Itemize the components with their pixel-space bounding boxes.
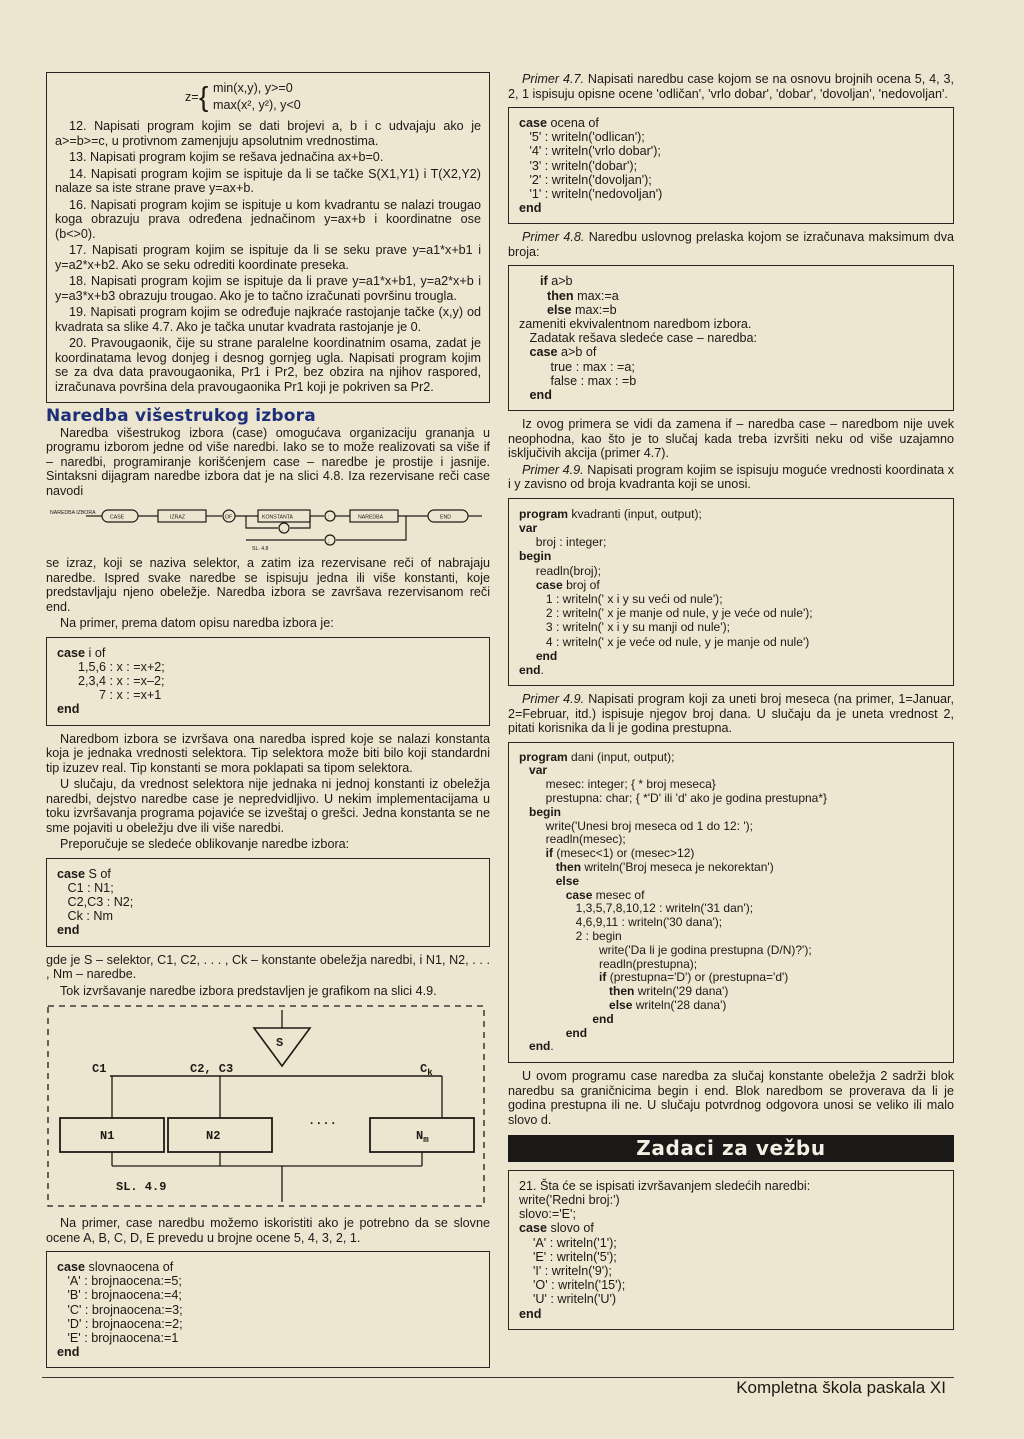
code-line: var	[529, 763, 548, 778]
code-line: end	[57, 923, 80, 938]
code-line: true : max : =a;	[519, 359, 635, 374]
code-line: '3' : writeln('dobar');	[519, 158, 638, 173]
exercises-banner: Zadaci za vežbu	[508, 1135, 954, 1162]
code-task21	[519, 1193, 943, 1321]
code-line: 'D' : brojnaocena:=2;	[57, 1316, 183, 1331]
example-49b-label: Primer 4.9.	[522, 692, 585, 707]
syntax-comma: ,	[282, 526, 284, 533]
selector-paragraph: se izraz, koji se naziva selektor, a zatim iza rezervisane reči of nabrajaju naredbe. Ispred svake naredbe se ispisuju jedna ili više konstanti, koje predstavljaju njeno obeležje. Naredba izbora se završava rezervisanom reči end.	[46, 556, 490, 614]
code-line: prestupna: char; { *'D' ili 'd' ako je godina prestupna*}	[519, 791, 828, 806]
code-line: if (mesec<1) or (mesec>12)	[545, 846, 695, 861]
task-item: 12. Napisati program kojim se dati brojevi a, b i c udvajaju ako je a>=b>=c, u protivnom zamenjuju apsolutnim vrednostima.	[55, 119, 481, 148]
task-item: 20. Pravougaonik, čije su strane paralelne koordinatnim osama, zadat je koordinatama levog donjeg i desnog gornjeg ugla. Napisati program kojim se za dva data pravougaonika, Pr1 i Pr2, bez obzira na njihov raspored, izračunava površina dela pravougaonika Pr1 koji je pokriven sa Pr2.	[55, 336, 481, 394]
code-line: end	[57, 1345, 80, 1360]
code-line: case slovo of	[519, 1221, 594, 1236]
code-line: 1 : writeln(' x i y su veći od nule');	[519, 591, 723, 606]
code-line: 'B' : brojnaocena:=4;	[57, 1288, 182, 1303]
code-line: end	[57, 702, 80, 717]
example-49b-text: Napisati program koji za uneti broj meseca (na primer, 1=Januar, 2=Februar, itd.) ispisuje njegov broj dana. U slučaju da je uneta vrednost 2, pitati korisnika da li je godina prestupna.	[508, 692, 954, 736]
example-49a	[508, 463, 954, 492]
syntax-end: END	[440, 514, 451, 521]
code-line: if a>b	[540, 274, 573, 289]
section-heading: Naredba višestrukog izbora	[46, 406, 316, 426]
code-line: then max:=a	[547, 288, 619, 303]
formula-brace: {	[199, 81, 209, 112]
code-line: write('Da li je godina prestupna (D/N)?');	[519, 942, 812, 957]
letter-grades-paragraph: Na primer, case naredbu možemo iskoristiti ako je potrebno da se slovne ocene A, B, C, D, E prevedu u brojne ocene 5, 4, 3, 2, 1.	[46, 1216, 490, 1245]
code-line: case S of	[57, 866, 111, 881]
code-line: program dani (input, output);	[519, 749, 675, 764]
code-line: 2 : writeln(' x je manje od nule, y je veće od nule');	[519, 606, 813, 621]
code-line: else max:=b	[547, 302, 617, 317]
code-line: C1 : N1;	[57, 880, 114, 895]
code-line: end.	[519, 662, 544, 677]
code-line: then writeln('Broj meseca je nekorektan')	[555, 860, 774, 875]
where-paragraph: gde je S – selektor, C1, C2, . . . , Ck – konstante obeležja naredbi, i N1, N2, . . . , Nm – naredbe.	[46, 952, 490, 982]
flow-c2c3: C2, C3	[190, 1062, 234, 1077]
code-line: '2' : writeln('dovoljan');	[519, 172, 652, 187]
code-line: 1,5,6 : x : =x+2;	[57, 659, 165, 674]
left-column	[46, 72, 490, 1374]
code-line: end	[565, 1025, 588, 1040]
code-line: '5' : writeln('odlican');	[519, 130, 645, 145]
task-21-intro: 21. Šta će se ispisati izvršavanjem sledećih naredbi:	[519, 1178, 811, 1193]
code-line: C2,C3 : N2;	[57, 894, 134, 909]
code-line: write('Redni broj:')	[519, 1192, 620, 1207]
code-max-note-1: zameniti ekvivalentnom naredbom izbora.	[519, 317, 752, 332]
code-line: else	[555, 873, 580, 888]
code-line: begin	[519, 549, 552, 564]
code-line: '1' : writeln('nedovoljan')	[519, 187, 663, 202]
syntax-of: OF	[225, 514, 233, 521]
flow-intro: Tok izvršavanje naredbe izbora predstavljen je grafikom na slici 4.9.	[60, 983, 437, 998]
code-line: readln(mesec);	[519, 832, 626, 847]
code-box-task21	[508, 1170, 954, 1330]
recommend-paragraph: Preporučuje se sledeće oblikovanje naredbe izbora:	[60, 837, 350, 852]
code-ocena	[519, 116, 943, 215]
code-line: 'E' : writeln('5');	[519, 1249, 617, 1264]
code-line: then writeln('29 dana')	[609, 984, 729, 999]
example-49b	[508, 692, 954, 736]
flow-caption: SL. 4.9	[116, 1180, 167, 1195]
after-48-paragraph: Iz ovog primera se vidi da zamena if – naredba case – naredbom nije uvek neophodna, kao što je to slučaj kada treba izvršiti neku od više uzajamno isključivih akcija (primer 4.7).	[508, 417, 954, 461]
syntax-izraz: IZRAZ	[170, 514, 185, 521]
code-line: 'A' : brojnaocena:=5;	[57, 1274, 182, 1289]
code-box-dani	[508, 742, 954, 1064]
flow-n2: N2	[206, 1129, 221, 1144]
footer-text: Kompletna škola paskala XI	[736, 1378, 946, 1397]
code-line: end	[519, 1306, 542, 1321]
code-line: end	[535, 648, 558, 663]
code-line: '4' : writeln('vrlo dobar');	[519, 144, 661, 159]
execution-paragraph: Naredbom izbora se izvršava ona naredba ispred koje se nalazi konstanta koja je jednaka vrednosti selektora. Tip selektora može biti bilo koji standardni tip izuzev real. Tip konstanti se mora poklapati sa tipom selektora.	[46, 731, 490, 775]
syntax-start-label: NAREDBA IZBORA	[50, 510, 96, 516]
example-47-text: Napisati naredbu case kojom se na osnovu brojnih ocena 5, 4, 3, 2, 1 ispisuju opisne ocene 'odličan', 'vrlo dobar', 'dobar', 'dovoljan', 'nedovoljan'.	[508, 72, 954, 101]
task-item: 17. Napisati program kojim se ispituje da li se seku prave y=a1*x+b1 i y=a2*x+b2. Ako se seku odrediti koordinate preseka.	[55, 243, 481, 272]
example-49a-text: Napisati program kojim se ispisuju moguće vrednosti koordinata x i y zavisno od broja kvadranta koji se unosi.	[508, 462, 955, 492]
formula-line-1: min(x,y), y>=0	[213, 81, 293, 95]
code-line: 'A' : writeln('1');	[519, 1235, 617, 1250]
code-line: var	[519, 520, 538, 535]
code-line: case slovnaocena of	[57, 1260, 174, 1275]
flow-dots: ....	[308, 1114, 337, 1129]
syntax-case: CASE	[110, 514, 125, 521]
flowchart	[46, 1002, 490, 1212]
task-list	[55, 119, 481, 394]
code-line: case ocena of	[519, 116, 599, 130]
code-line: 'E' : brojnaocena:=1	[57, 1331, 179, 1346]
syntax-semicolon: ;	[328, 538, 330, 545]
code-line: 2 : begin	[519, 929, 622, 944]
code-line: write('Unesi broj meseca od 1 do 12: ');	[519, 818, 754, 833]
code-box-ocena	[508, 107, 954, 224]
task-item: 16. Napisati program kojim se ispituje u kom kvadrantu se nalazi trougao koga obrazuju prava određena jednačinom y=ax+b i koordinatne ose (b<>0).	[55, 197, 481, 241]
flow-c1: C1	[92, 1062, 107, 1077]
code-line: begin	[529, 804, 562, 819]
unmatched-paragraph: U slučaju, da vrednost selektora nije jednaka ni jednoj konstanti iz obeležja naredbi, dejstvo naredbe case je nepredvidljivo. U nekim implementacijama u toku izvršavanja programa pojaviće se izveštaj o grešci. Jedna konstanta se ne sme pojaviti u obeležju dve ili više naredbi.	[46, 777, 490, 835]
code-box-case-i	[46, 637, 490, 726]
code-box-slovnaocena	[46, 1251, 490, 1368]
code-case-s	[57, 867, 479, 938]
example-48-label: Primer 4.8.	[522, 230, 585, 245]
task-item: 18. Napisati program kojim se ispituje da li prave y=a1*x+b1, y=a2*x+b i y=a3*x+b3 obrazuju trougao. Ako je to tačno izračunati površinu trougla.	[55, 274, 481, 303]
example-48	[508, 230, 954, 259]
flow-nm: $N_m$	[416, 1129, 429, 1146]
code-line: false : max : =b	[519, 373, 637, 388]
flow-n1: N1	[100, 1129, 115, 1144]
code-line: 4 : writeln(' x je veće od nule, y je manje od nule')	[519, 634, 810, 649]
code-line: 4,6,9,11 : writeln('30 dana');	[519, 915, 723, 930]
code-line: broj : integer;	[519, 535, 607, 550]
code-line: else writeln('28 dana')	[609, 998, 727, 1013]
code-line: end.	[529, 1039, 554, 1054]
code-case-max	[519, 345, 943, 402]
flow-ck: $C_k$	[420, 1062, 433, 1079]
code-slovnaocena	[57, 1260, 479, 1359]
code-line: Ck : Nm	[57, 909, 113, 924]
code-line: end	[529, 388, 552, 403]
intro-paragraph: Naredba višestrukog izbora (case) omogućava organizaciju grananja u programu izborom jedne od više naredbi. Iako se to može realizovati sa više if – naredbi, programiranje korišćenjem case – naredbe je prostije i jasnije. Sintaksni dijagram naredbe izbora dat je na slici 4.8. Iza rezervisane reči case navodi	[46, 425, 490, 498]
code-line: case i of	[57, 645, 106, 660]
syntax-konstanta: KONSTANTA	[262, 514, 293, 521]
syntax-colon: :	[328, 514, 330, 521]
code-dani	[519, 751, 943, 1055]
code-case-i	[57, 646, 479, 717]
formula-z-label: z=	[185, 90, 199, 104]
flow-selector: S	[276, 1036, 284, 1051]
code-line: case broj of	[535, 577, 600, 592]
syntax-caption: SL. 4.8	[252, 546, 269, 552]
code-line: 'I' : writeln('9');	[519, 1263, 612, 1278]
formula-z	[185, 81, 481, 115]
code-if-max	[519, 274, 943, 317]
code-line: case mesec of	[565, 887, 645, 902]
code-line: case a>b of	[529, 345, 597, 360]
code-line: 'C' : brojnaocena:=3;	[57, 1302, 183, 1317]
syntax-naredba: NAREDBA	[358, 514, 384, 521]
right-column	[508, 72, 954, 1336]
task-item: 13. Napisati program kojim se rešava jednačina ax+b=0.	[69, 150, 384, 164]
code-line: slovo:='E';	[519, 1207, 576, 1222]
example-49a-label: Primer 4.9.	[522, 462, 584, 477]
example-47-label: Primer 4.7.	[522, 72, 584, 86]
example-intro: Na primer, prema datom opisu naredba izbora je:	[60, 616, 334, 630]
code-max-note-2: Zadatak rešava sledeće case – naredba:	[519, 331, 758, 346]
code-box-max	[508, 265, 954, 411]
code-box-kvadranti	[508, 498, 954, 686]
code-box-case-s	[46, 858, 490, 947]
code-line: 3 : writeln(' x i y su manji od nule');	[519, 620, 730, 635]
code-line: 'O' : writeln('15');	[519, 1278, 626, 1293]
tasks-box-top	[46, 72, 490, 403]
code-line: readln(broj);	[519, 563, 601, 578]
task-item: 14. Napisati program kojim se ispituje da li se tačke S(X1,Y1) i T(X2,Y2) nalaze sa iste strane prave y=ax+b.	[55, 166, 481, 195]
code-line: if (prestupna='D') or (prestupna='d')	[599, 970, 789, 985]
task-item: 19. Napisati program kojim se određuje najkraće rastojanje tačke (x,y) od kvadrata sa slike 4.7. Ako je tačka unutar kvadrata rastojanje je 0.	[55, 305, 481, 334]
code-line: mesec: integer; { * broj meseca}	[519, 777, 716, 792]
example-47	[508, 72, 954, 101]
code-line: readln(prestupna);	[519, 956, 698, 971]
formula-line-2: max(x², y²), y<0	[213, 98, 301, 112]
syntax-diagram	[46, 502, 490, 552]
code-line: 7 : x : =x+1	[57, 688, 162, 703]
code-line: 2,3,4 : x : =x–2;	[57, 673, 165, 688]
code-line: end	[592, 1011, 614, 1026]
example-48-text: Naredbu uslovnog prelaska kojom se izračunava maksimum dva broja:	[508, 230, 955, 259]
code-kvadranti	[519, 507, 943, 677]
code-line: 'U' : writeln('U')	[519, 1292, 617, 1307]
code-line: 1,3,5,7,8,10,12 : writeln('31 dan');	[519, 901, 754, 916]
after-49-paragraph: U ovom programu case naredba za slučaj konstante obeležja 2 sadrži blok naredbu sa graničnicima begin i end. Blok naredbom se proverava da li je godina prestupna ili ne. U slučaju potvrdnog odgovora unosi se veliko ili malo slovo d.	[508, 1069, 954, 1127]
code-line: program kvadranti (input, output);	[519, 506, 702, 521]
code-line: end	[519, 201, 542, 216]
